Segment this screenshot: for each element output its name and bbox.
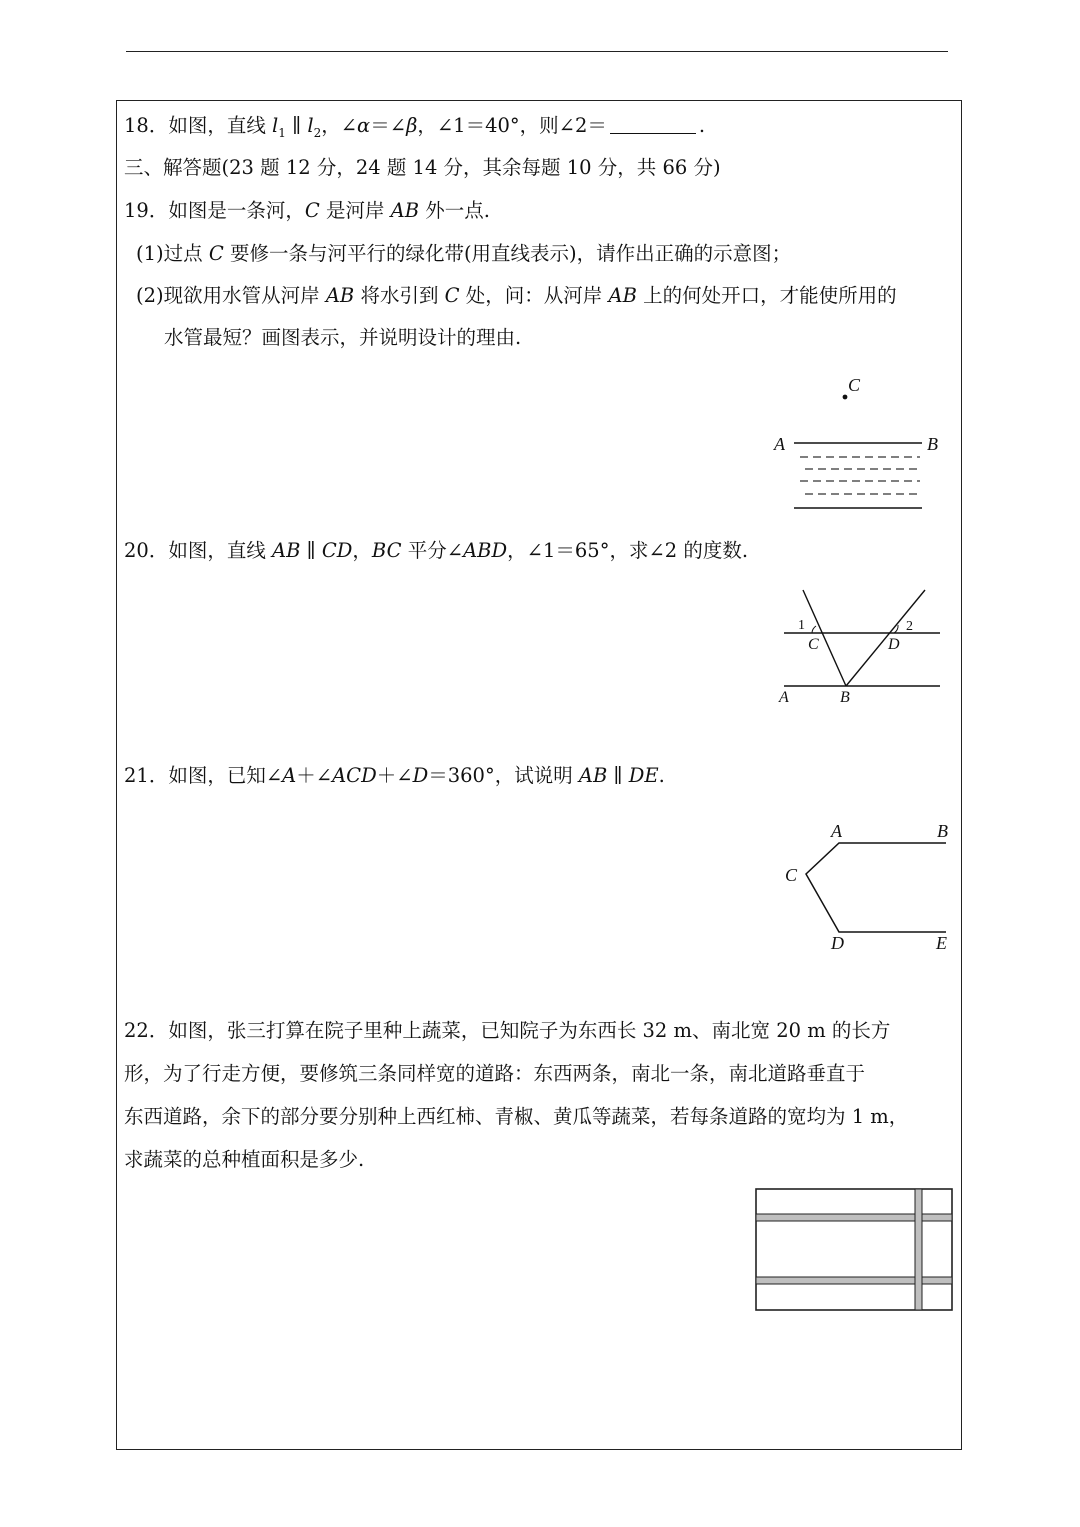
q19-text-b: 是河岸 (319, 199, 391, 222)
q18-text-eq: ＝∠ (370, 114, 407, 137)
label-angle-1: 1 (798, 618, 805, 633)
label-a: A (779, 689, 789, 706)
q20-text: 20．如图，直线 (124, 539, 273, 562)
q19-p2-point-c: C (444, 284, 460, 307)
q19-p2-segment-ab-2: AB (608, 284, 637, 307)
question-22-line-1: 22．如图，张三打算在院子里种上蔬菜，已知院子为东西长 32 m、南北宽 20 m 的长方 (124, 1019, 891, 1042)
q21-parallel: ∥ (607, 764, 629, 787)
q18-l2-sub: 2 (313, 125, 322, 140)
label-a: A (774, 434, 785, 454)
garden-figure (755, 1188, 955, 1314)
label-b: B (937, 821, 948, 841)
polyline-abcde (806, 843, 946, 932)
broken-line-figure (775, 815, 960, 960)
q19-p2-text-b: 将水引到 (354, 284, 445, 307)
question-22-line-4: 求蔬菜的总种植面积是多少. (124, 1148, 365, 1171)
garden-outline (756, 1189, 952, 1310)
q18-l1-sub: 1 (278, 125, 286, 140)
q20-text-d: ，∠1＝65°，求∠2 的度数. (507, 539, 749, 562)
q18-beta: β (406, 114, 418, 137)
q18-l2: l (307, 114, 314, 137)
label-angle-2: 2 (906, 619, 913, 634)
angle-1-arc (812, 626, 816, 633)
east-west-road-1 (756, 1214, 952, 1221)
north-south-road (915, 1189, 922, 1310)
q20-line-bc: BC (371, 539, 402, 562)
label-d: D (888, 636, 900, 653)
q18-parallel: ∥ (285, 114, 308, 137)
river-water-dashes (800, 457, 922, 494)
question-19-part-1 (136, 241, 791, 267)
header-rule (126, 51, 948, 52)
q18-text-mid: ，∠ (321, 114, 358, 137)
q18-text-after: ，∠1＝40°，则∠2＝ (417, 114, 607, 137)
question-19-part-2 (136, 283, 897, 309)
q19-p1-text-b: 要修一条与河平行的绿化带(用直线表示)，请作出正确的示意图； (223, 242, 792, 265)
q20-angle-abd: ABD (463, 539, 508, 562)
answer-blank[interactable] (610, 115, 696, 134)
q20-text-c: 平分∠ (401, 539, 464, 562)
question-18 (124, 113, 705, 146)
label-b: B (927, 434, 938, 454)
label-c: C (785, 865, 798, 885)
question-22-line-2: 形，为了行走方便，要修筑三条同样宽的道路：东西两条，南北一条，南北道路垂直于 (124, 1062, 866, 1085)
q19-text-d: 外一点. (419, 199, 490, 222)
q19-p2-text-e: 上的何处开口，才能使所用的 (636, 284, 897, 307)
q21-angle-a: A (282, 764, 297, 787)
label-e: E (936, 933, 947, 953)
river-figure (760, 370, 960, 520)
question-20 (124, 538, 748, 564)
q21-plus-2: ＋∠ (376, 764, 413, 787)
q20-comma: ， (352, 539, 372, 562)
point-c-dot (843, 395, 848, 400)
q21-text: 21．如图，已知∠ (124, 764, 283, 787)
q18-text: 18．如图，直线 (124, 114, 273, 137)
question-22-line-3: 东西道路，余下的部分要分别种上西红柿、青椒、黄瓜等蔬菜，若每条道路的宽均为 1 m， (124, 1105, 909, 1128)
q19-p1-point-c: C (208, 242, 224, 265)
q21-angle-d: D (412, 764, 429, 787)
question-21 (124, 763, 665, 789)
q18-alpha: α (357, 114, 371, 137)
label-a: A (831, 821, 842, 841)
q19-p1-text: (1)过点 (136, 242, 209, 265)
east-west-road-2 (756, 1277, 952, 1284)
q21-angle-acd: ACD (332, 764, 377, 787)
q19-p2-segment-ab: AB (325, 284, 355, 307)
label-b: B (840, 689, 850, 706)
q19-point-c: C (304, 199, 320, 222)
q21-line-de: DE (628, 764, 659, 787)
line-bd (846, 590, 925, 686)
section-3-heading: 三、解答题(23 题 12 分，24 题 14 分，其余每题 10 分，共 66 分) (124, 156, 721, 179)
q20-line-ab: AB (272, 539, 301, 562)
q21-line-ab: AB (578, 764, 608, 787)
q20-parallel: ∥ (300, 539, 322, 562)
label-c: C (808, 636, 819, 653)
q19-segment-ab: AB (390, 199, 420, 222)
q21-text-d: ＝360°，试说明 (428, 764, 579, 787)
q19-text: 19．如图是一条河， (124, 199, 305, 222)
q21-plus-1: ＋∠ (296, 764, 333, 787)
q18-l1: l (272, 114, 279, 137)
q21-period: . (658, 764, 665, 787)
q18-text-end: . (698, 114, 706, 137)
label-d: D (831, 933, 844, 953)
q19-p2-text-d: 处，问：从河岸 (459, 284, 609, 307)
question-19 (124, 198, 490, 224)
parallel-lines-figure (770, 585, 960, 715)
label-c: C (848, 375, 861, 395)
q19-p2-text: (2)现欲用水管从河岸 (136, 284, 326, 307)
question-19-part-2-cont: 水管最短？画图表示，并说明设计的理由. (164, 326, 522, 349)
q20-line-cd: CD (321, 539, 353, 562)
